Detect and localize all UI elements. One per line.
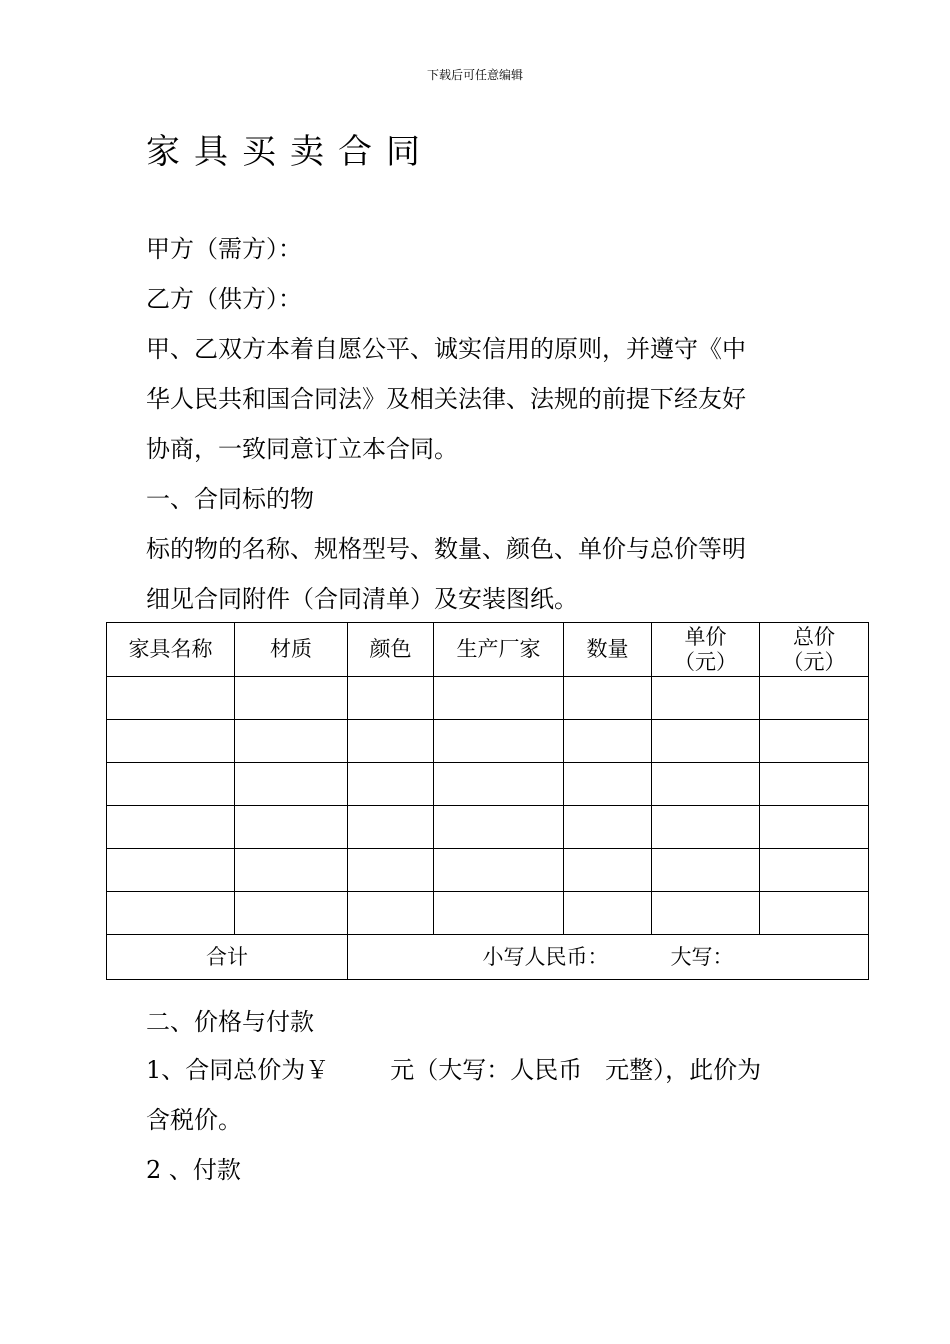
- table-row: [107, 849, 869, 892]
- section-2-item-2: 2 、付款: [146, 1156, 241, 1184]
- header-furniture-name: 家具名称: [107, 623, 235, 677]
- table-cell: [434, 892, 564, 935]
- table-cell: [107, 763, 235, 806]
- table-cell: [348, 806, 434, 849]
- header-manufacturer: 生产厂家: [434, 623, 564, 677]
- header-unit-price-label: 单价: [684, 625, 727, 650]
- table-cell: [760, 720, 869, 763]
- table-cell: [107, 677, 235, 720]
- table-cell: [760, 849, 869, 892]
- table-cell: [107, 892, 235, 935]
- section-2-heading: 二、价格与付款: [146, 1008, 314, 1036]
- table-cell: [235, 806, 348, 849]
- table-cell: [564, 677, 652, 720]
- party-a-line: 甲方（需方）：: [146, 235, 302, 263]
- table-cell: [652, 763, 760, 806]
- table-cell: [760, 763, 869, 806]
- table-cell: [235, 720, 348, 763]
- table-cell: [235, 892, 348, 935]
- section-1-line-2: 细见合同附件（合同清单）及安装图纸。: [146, 585, 578, 613]
- table-cell: [652, 892, 760, 935]
- header-material: 材质: [235, 623, 348, 677]
- table-cell: [760, 806, 869, 849]
- table-cell: [434, 806, 564, 849]
- table-cell: [107, 806, 235, 849]
- table-cell: [434, 763, 564, 806]
- lowercase-amount-label: 小写人民币：: [482, 944, 609, 969]
- table-cell: [652, 720, 760, 763]
- table-cell: [434, 849, 564, 892]
- party-b-line: 乙方（供方）：: [146, 285, 302, 313]
- section-1-line-1: 标的物的名称、规格型号、数量、颜色、单价与总价等明: [146, 535, 746, 563]
- total-amount-cell: [348, 935, 869, 980]
- table-cell: [652, 806, 760, 849]
- uppercase-amount-label: 大写：: [670, 944, 734, 969]
- table-row: [107, 720, 869, 763]
- table-cell: [564, 892, 652, 935]
- table-cell: [348, 720, 434, 763]
- section-2-item-1-line-1: 1、合同总价为￥ 元（大写：人民币 元整），此价为: [146, 1056, 762, 1084]
- section-1-heading: 一、合同标的物: [146, 485, 314, 513]
- table-row: [107, 892, 869, 935]
- table-cell: [348, 849, 434, 892]
- table-row: [107, 677, 869, 720]
- table-cell: [235, 849, 348, 892]
- section-2-item-1-line-2: 含税价。: [146, 1106, 242, 1134]
- table-cell: [564, 720, 652, 763]
- table-cell: [107, 720, 235, 763]
- header-total-price-label: 总价: [793, 625, 835, 650]
- table-cell: [652, 849, 760, 892]
- table-cell: [564, 849, 652, 892]
- document-title: 家具买卖合同: [146, 132, 434, 172]
- header-total-price: [760, 623, 869, 677]
- table-cell: [760, 677, 869, 720]
- table-cell: [434, 720, 564, 763]
- table-row: [107, 763, 869, 806]
- table-row: [107, 806, 869, 849]
- intro-line-3: 协商，一致同意订立本合同。: [146, 435, 458, 463]
- table-cell: [235, 677, 348, 720]
- table-cell: [434, 677, 564, 720]
- header-unit-price: [652, 623, 760, 677]
- table-cell: [348, 677, 434, 720]
- header-quantity: 数量: [564, 623, 652, 677]
- total-label-cell: 合计: [107, 935, 348, 980]
- table-cell: [760, 892, 869, 935]
- intro-line-2: 华人民共和国合同法》及相关法律、法规的前提下经友好: [146, 385, 746, 413]
- header-color: 颜色: [348, 623, 434, 677]
- furniture-list-table: [106, 622, 869, 980]
- table-cell: [564, 763, 652, 806]
- table-total-row: [107, 935, 869, 980]
- table-cell: [107, 849, 235, 892]
- table-cell: [348, 892, 434, 935]
- header-unit-price-unit: （元）: [674, 649, 737, 674]
- table-cell: [564, 806, 652, 849]
- page-header-note: 下载后可任意编辑: [426, 68, 523, 82]
- table-cell: [235, 763, 348, 806]
- table-header-row: [107, 623, 869, 677]
- header-total-price-unit: （元）: [782, 649, 846, 674]
- table-cell: [652, 677, 760, 720]
- table-cell: [348, 763, 434, 806]
- intro-line-1: 甲、乙双方本着自愿公平、诚实信用的原则，并遵守《中: [146, 335, 746, 363]
